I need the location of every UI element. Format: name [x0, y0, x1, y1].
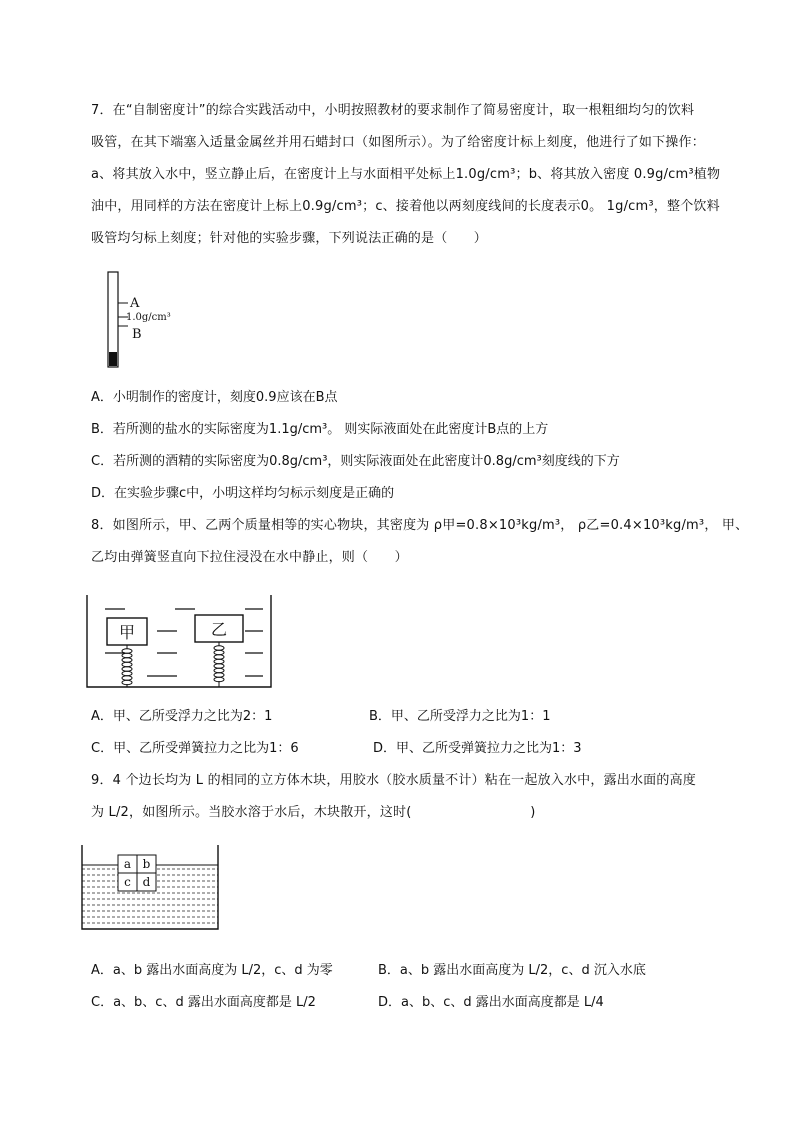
q7-option-c: C．若所测的酒精的实际密度为0.8g/cm³，则实际液面处在此密度计0.8g/cm³刻度线的下方 [91, 454, 620, 469]
q9-option-d: D．a、b、c、d 露出水面高度都是 L/4 [378, 995, 604, 1010]
q9-option-a: A．a、b 露出水面高度为 L/2，c、d 为零 [91, 963, 333, 978]
q7-line: 油中，用同样的方法在密度计上标上0.9g/cm³；c、接着他以两刻度线间的长度表示0。 1g/cm³，整个饮料 [91, 199, 720, 214]
q7-line: 吸管均匀标上刻度；针对他的实验步骤，下列说法正确的是（ ） [91, 231, 488, 246]
block-c-label: c [124, 875, 131, 889]
q7-option-d: D．在实验步骤c中，小明这样均匀标示刻度是正确的 [91, 486, 395, 501]
wood-blocks [118, 855, 156, 891]
q8-option-b: B．甲、乙所受浮力之比为1：1 [369, 709, 551, 724]
q9-option-b: B．a、b 露出水面高度为 L/2，c、d 沉入水底 [378, 963, 646, 978]
block-yi-label: 乙 [210, 620, 228, 639]
block-jia-label: 甲 [118, 623, 136, 642]
q8-option-c: C．甲、乙所受弹簧拉力之比为1：6 [91, 741, 299, 756]
q9-wood-blocks-figure [80, 845, 220, 935]
spring-yi [214, 642, 224, 687]
q8-spring-blocks-figure [85, 583, 275, 693]
block-a-label: a [123, 857, 132, 871]
mark-b-label: B [132, 327, 142, 342]
block-d-label: d [142, 875, 151, 889]
mark-a-label: A [130, 296, 140, 311]
q7-option-a: A．小明制作的密度计，刻度0.9应该在B点 [91, 390, 338, 405]
block-b-label: b [142, 857, 151, 871]
spring-jia [122, 645, 132, 687]
q9-line: 9．4 个边长均为 L 的相同的立方体木块，用胶水（胶水质量不计）粘在一起放入水中，露出水面的高度 [91, 773, 696, 788]
q8-option-a: A．甲、乙所受浮力之比为2：1 [91, 709, 273, 724]
q8-option-d: D．甲、乙所受弹簧拉力之比为1：3 [373, 741, 582, 756]
densimeter-weight [109, 352, 117, 366]
q7-densimeter-figure [100, 270, 190, 370]
q7-line: a、将其放入水中，竖立静止后，在密度计上与水面相平处标上1.0g/cm³；b、将其放入密度 0.9g/cm³植物 [91, 167, 721, 182]
q7-option-b: B．若所测的盐水的实际密度为1.1g/cm³。 则实际液面处在此密度计B点的上方 [91, 422, 549, 437]
q7-line: 7．在“自制密度计”的综合实践活动中，小明按照教材的要求制作了简易密度计，取一根粗细均匀的饮料 [91, 103, 695, 118]
q7-line: 吸管，在其下端塞入适量金属丝并用石蜡封口（如图所示）。为了给密度计标上刻度，他进行了如下操作： [91, 135, 705, 150]
mark-1-0-label: 1.0g/cm³ [126, 312, 171, 323]
q8-line: 8．如图所示，甲、乙两个质量相等的实心物块，其密度为 ρ甲=0.8×10³kg/m³， ρ乙=0.4×10³kg/m³， 甲、 [91, 518, 749, 533]
q9-option-c: C．a、b、c、d 露出水面高度都是 L/2 [91, 995, 316, 1010]
q9-line: 为 L/2，如图所示。当胶水溶于水后，木块散开，这时( ) [91, 805, 536, 820]
q8-line: 乙均由弹簧竖直向下拉住浸没在水中静止，则（ ） [91, 550, 408, 565]
